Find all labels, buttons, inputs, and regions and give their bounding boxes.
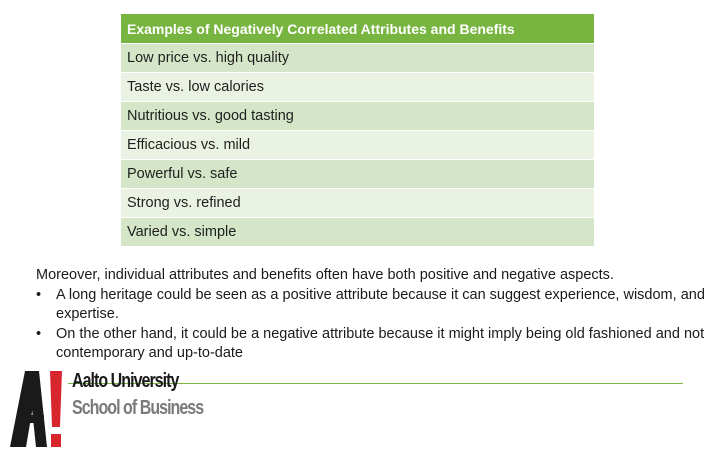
bullet-text: On the other hand, it could be a negative attribute because it might imply being old fashioned and not contemporary and up-to-date [56, 325, 705, 361]
table-row [121, 131, 594, 160]
table-row [121, 189, 594, 218]
body-text [36, 266, 706, 364]
bullet-item [36, 286, 706, 325]
bullet-icon: • [36, 325, 42, 342]
bullet-icon: • [36, 286, 42, 303]
bullet-text: A long heritage could be seen as a positive attribute because it can suggest experience, wisdom, and expertise. [56, 286, 705, 322]
bullet-list [36, 286, 706, 364]
university-name: Aalto University [72, 370, 179, 392]
table-cell: Strong vs. refined [121, 189, 594, 218]
school-name: School of Business [72, 397, 204, 419]
intro-paragraph: Moreover, individual attributes and benefits often have both positive and negative aspects. [36, 267, 614, 283]
table-header: Examples of Negatively Correlated Attributes and Benefits [121, 14, 594, 44]
table-row [121, 218, 594, 247]
table-cell: Varied vs. simple [121, 218, 594, 247]
aalto-logo-icon [10, 371, 62, 447]
table-cell: Powerful vs. safe [121, 160, 594, 189]
table-cell: Taste vs. low calories [121, 73, 594, 102]
table-row [121, 44, 594, 73]
table-cell: Low price vs. high quality [121, 44, 594, 73]
table-header-row [121, 14, 594, 44]
table-row [121, 73, 594, 102]
attributes-table [121, 14, 594, 247]
table-row [121, 102, 594, 131]
table-cell: Nutritious vs. good tasting [121, 102, 594, 131]
table-row [121, 160, 594, 189]
bullet-item [36, 325, 706, 364]
table-cell: Efficacious vs. mild [121, 131, 594, 160]
